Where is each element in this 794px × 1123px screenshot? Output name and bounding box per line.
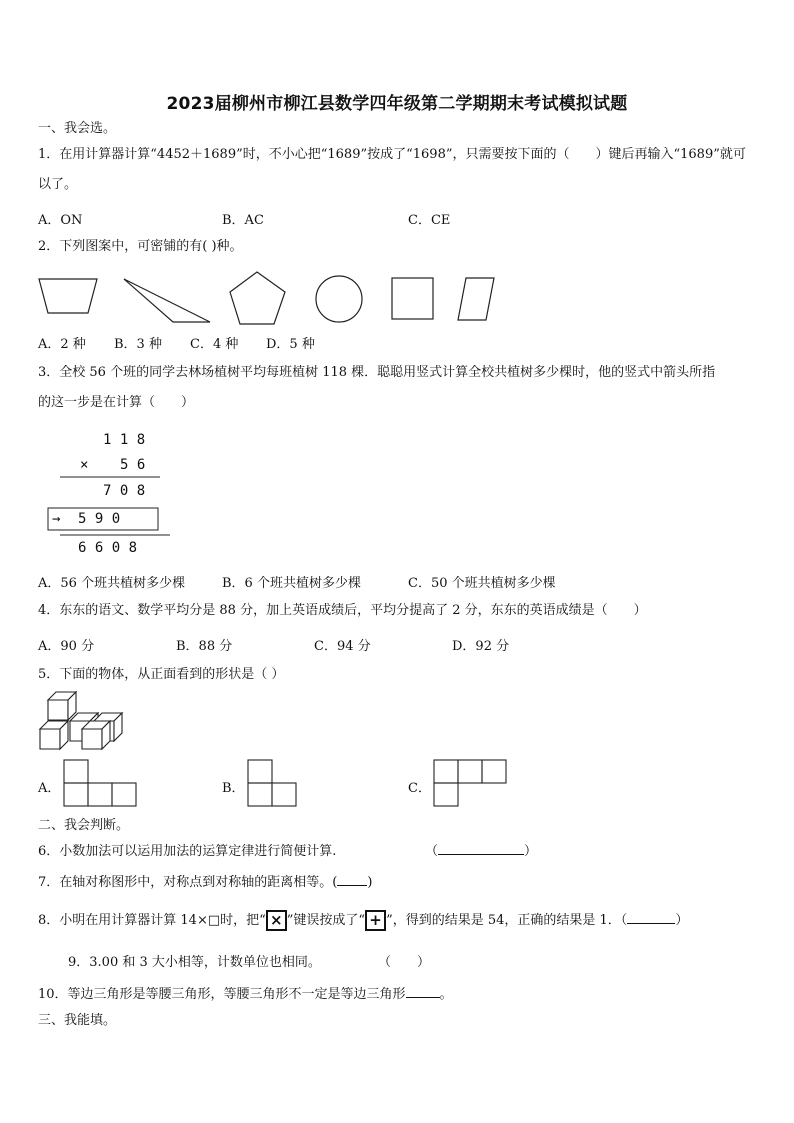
q2-option-c[interactable]: C．4 种: [190, 337, 239, 352]
q2-option-a[interactable]: A．2 种: [38, 337, 86, 352]
question-8-part3: ”，得到的结果是 54，正确的结果是 1．（: [386, 913, 628, 928]
q6-paren-open: （: [425, 844, 439, 859]
question-10: 10．等边三角形是等腰三角形，等腰三角形不一定是等边三角形: [38, 987, 406, 1002]
section-heading-2: 二、我会判断。: [38, 818, 130, 833]
question-5: 5．下面的物体，从正面看到的形状是（ ）: [38, 667, 285, 682]
section-heading-3: 三、我能填。: [38, 1013, 117, 1028]
q5-option-b-label[interactable]: B．: [222, 781, 245, 796]
q8-paren-close: ）: [675, 913, 689, 928]
vertical-times-sign: ×: [80, 457, 89, 473]
q7-answer-blank[interactable]: [337, 885, 367, 886]
q2-option-b[interactable]: B．3 种: [114, 337, 162, 352]
view-b-top: [248, 760, 272, 783]
view-c-top: [434, 760, 458, 783]
vertical-row-multiplier: 5 6: [120, 457, 146, 473]
question-7: 7．在轴对称图形中，对称点到对称轴的距离相等。(: [38, 875, 338, 890]
q1-option-a[interactable]: A．ON: [38, 213, 83, 228]
q10-answer-blank[interactable]: [406, 997, 440, 998]
plus-key-icon: +: [365, 910, 386, 931]
question-3-line2: 的这一步是在计算（ ）: [38, 395, 195, 410]
q1-option-b[interactable]: B．AC: [222, 213, 264, 228]
question-2: 2．下列图案中，可密铺的有( )种。: [38, 239, 243, 254]
q1-option-c[interactable]: C．CE: [408, 213, 451, 228]
q4-option-d[interactable]: D．92 分: [452, 639, 510, 654]
question-1-line2: 以了。: [38, 177, 78, 192]
q6-paren-close: ）: [524, 844, 538, 859]
vertical-arrow: →: [52, 511, 61, 527]
question-8-line: [38, 910, 688, 931]
question-3-line1: 3．全校 56 个班的同学去林场植树平均每班植树 118 棵．聪聪用竖式计算全校共植树多少棵时，他的竖式中箭头所指: [38, 365, 716, 380]
q10-tail: 。: [439, 987, 453, 1002]
q2-option-d[interactable]: D．5 种: [266, 337, 315, 352]
view-a-top: [64, 760, 88, 783]
q3-option-b[interactable]: B．6 个班共植树多少棵: [222, 576, 361, 591]
question-7-line: [38, 875, 372, 891]
q9-answer-paren[interactable]: （ ）: [378, 955, 431, 970]
question-8-part2: ”键误按成了“: [286, 913, 366, 928]
vertical-row-partial2: 5 9 0: [78, 511, 121, 527]
question-8-part1: 8．小明在用计算器计算 14×□时，把“: [38, 913, 266, 928]
q4-option-c[interactable]: C．94 分: [314, 639, 371, 654]
q3-option-c[interactable]: C．50 个班共植树多少棵: [408, 576, 556, 591]
question-10-line: [38, 987, 453, 1003]
vertical-row-multiplicand: 1 1 8: [103, 432, 146, 448]
section-heading-1: 一、我会选。: [38, 121, 117, 136]
q5-option-c-label[interactable]: C．: [408, 781, 431, 796]
q4-option-b[interactable]: B．88 分: [176, 639, 233, 654]
q5-option-a-label[interactable]: A．: [38, 781, 61, 796]
question-4: 4．东东的语文、数学平均分是 88 分，加上英语成绩后，平均分提高了 2 分，东东的英语成绩是（ ）: [38, 603, 647, 618]
q6-answer-blank[interactable]: [425, 844, 537, 860]
multiply-key-icon: ×: [266, 910, 287, 931]
page-title: 2023届柳州市柳江县数学四年级第二学期期末考试模拟试题: [166, 94, 628, 114]
q3-option-a[interactable]: A．56 个班共植树多少棵: [38, 576, 186, 591]
q7-paren-close: ): [367, 875, 373, 890]
vertical-row-product: 6 6 0 8: [78, 540, 138, 556]
q4-option-a[interactable]: A．90 分: [38, 639, 95, 654]
question-1-line1: 1．在用计算器计算“4452＋1689”时，不小心把“1689”按成了“1698”，只需要按下面的（ ）键后再输入“1689”就可: [38, 147, 746, 162]
question-9: 9．3.00 和 3 大小相等，计数单位也相同。: [68, 955, 321, 970]
vertical-row-partial1: 7 0 8: [103, 483, 146, 499]
q8-answer-blank[interactable]: [627, 923, 675, 924]
question-6: 6．小数加法可以运用加法的运算定律进行简便计算.: [38, 844, 337, 859]
